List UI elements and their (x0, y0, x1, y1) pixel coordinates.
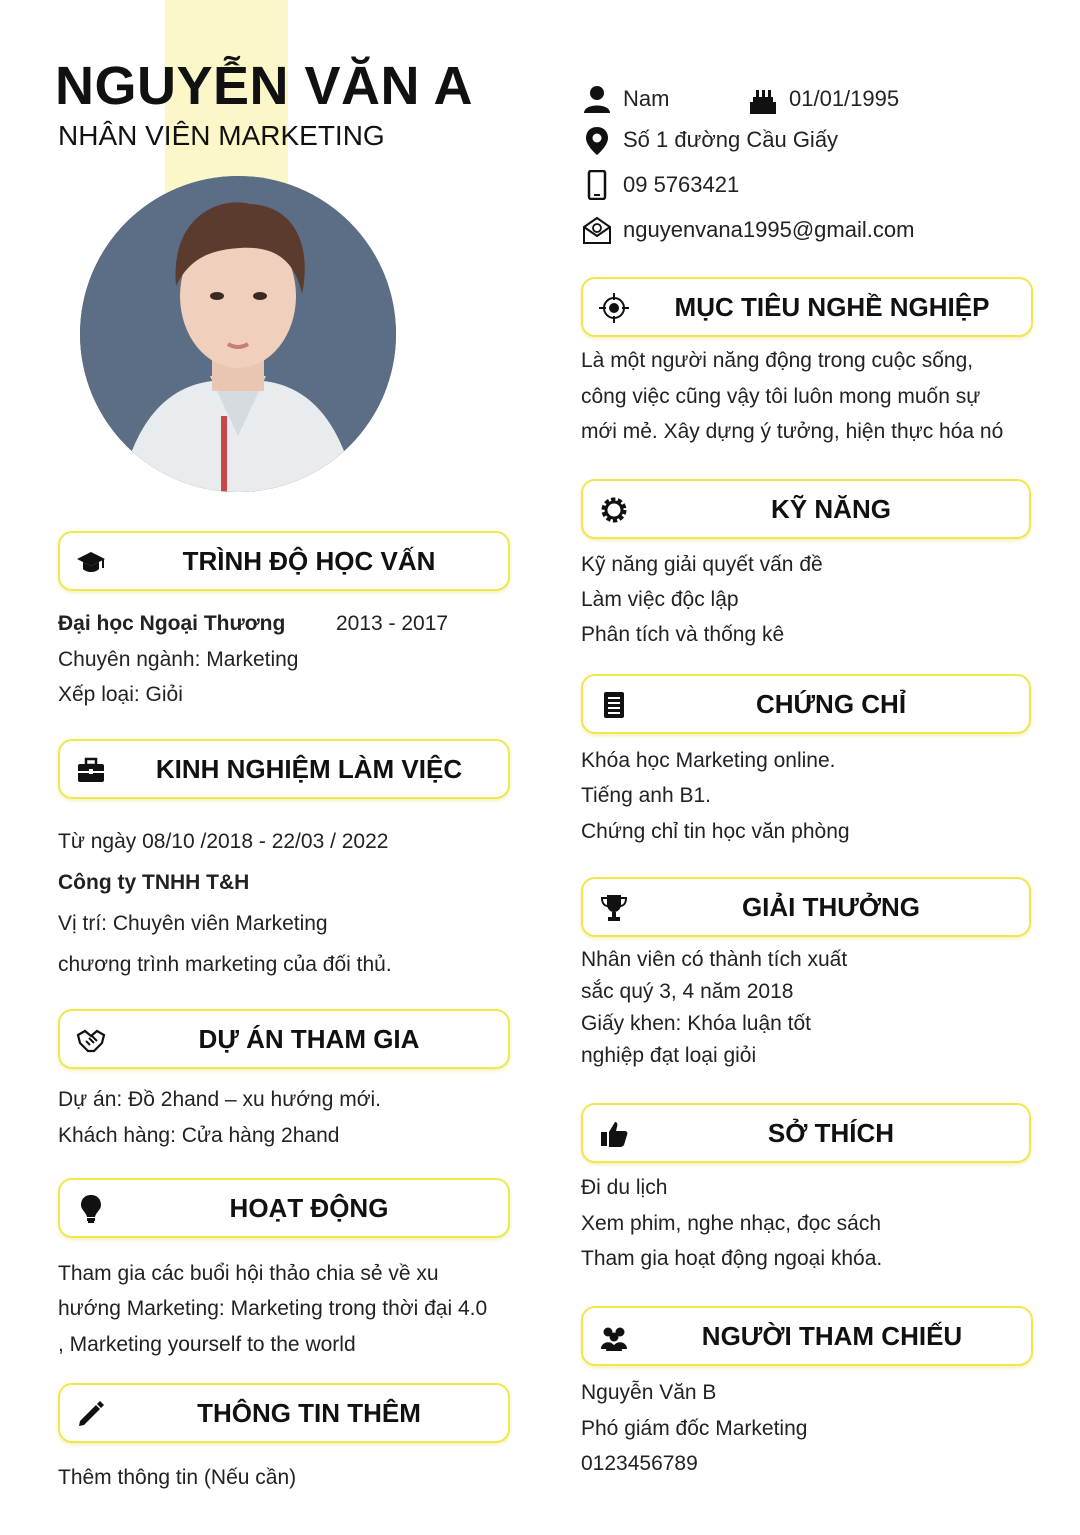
skill-line-1: Kỹ năng giải quyết vấn đề (581, 553, 823, 576)
section-title-objective: MỤC TIÊU NGHỀ NGHIỆP (674, 291, 990, 322)
contact-birthday: 01/01/1995 (789, 86, 900, 111)
experience-position: Vị trí: Chuyên viên Marketing (58, 912, 328, 935)
certificate-line-3: Chứng chỉ tin học văn phòng (581, 820, 850, 843)
extra-text: Thêm thông tin (Nếu cần) (58, 1466, 297, 1489)
activities-line-3: , Marketing yourself to the world (58, 1333, 356, 1356)
education-years: 2013 - 2017 (336, 612, 449, 635)
certificate-line-2: Tiếng anh B1. (581, 784, 711, 807)
briefcase-icon (76, 755, 106, 785)
section-header-experience (58, 739, 510, 799)
contact-gender: Nam (623, 86, 670, 111)
section-header-objective (581, 277, 1033, 337)
objective-line-3: mới mẻ. Xây dựng ý tưởng, hiện thực hóa nó (581, 420, 1004, 443)
section-header-extra (58, 1383, 510, 1443)
contact-phone: 09 5763421 (623, 172, 740, 197)
pencil-icon (76, 1399, 106, 1429)
lightbulb-icon (76, 1194, 106, 1224)
section-header-activities (58, 1178, 510, 1238)
mobile-phone-icon (582, 170, 612, 200)
cake-icon (748, 86, 778, 116)
project-line-1: Dự án: Đồ 2hand – xu hướng mới. (58, 1088, 381, 1111)
reference-phone: 0123456789 (581, 1452, 698, 1475)
email-icon (582, 215, 612, 245)
section-header-references (581, 1306, 1033, 1366)
project-line-2: Khách hàng: Cửa hàng 2hand (58, 1124, 340, 1147)
location-pin-icon (582, 126, 612, 156)
section-title-projects: DỰ ÁN THAM GIA (198, 1023, 420, 1054)
experience-company: Công ty TNHH T&H (58, 871, 250, 894)
award-line-3: Giấy khen: Khóa luận tốt (581, 1012, 811, 1035)
section-header-skills (581, 479, 1031, 539)
section-title-experience: KINH NGHIỆM LÀM VIỆC (155, 753, 463, 784)
person-icon (582, 84, 612, 114)
graduation-cap-icon (76, 547, 106, 577)
education-rank: Xếp loại: Giỏi (58, 683, 183, 706)
skill-line-2: Làm việc độc lập (581, 588, 739, 611)
section-header-projects (58, 1009, 510, 1069)
reference-position: Phó giám đốc Marketing (581, 1417, 808, 1440)
award-line-2: sắc quý 3, 4 năm 2018 (581, 980, 794, 1003)
activities-line-2: hướng Marketing: Marketing trong thời đại 4.0 (58, 1297, 488, 1320)
section-title-awards: GIẢI THƯỞNG (741, 891, 921, 922)
gear-icon (599, 495, 629, 525)
skill-line-3: Phân tích và thống kê (581, 623, 785, 646)
section-header-certificates (581, 674, 1031, 734)
hobby-line-1: Đi du lịch (581, 1176, 668, 1199)
section-title-hobbies: SỞ THÍCH (767, 1117, 895, 1148)
section-header-education (58, 531, 510, 591)
document-icon (599, 690, 629, 720)
objective-line-2: công việc cũng vậy tôi luôn mong muốn sự (581, 385, 981, 408)
section-title-certificates: CHỨNG CHỈ (755, 688, 907, 719)
award-line-1: Nhân viên có thành tích xuất (581, 948, 848, 971)
objective-line-1: Là một người năng động trong cuộc sống, (581, 349, 974, 372)
candidate-title: NHÂN VIÊN MARKETING (58, 120, 385, 151)
section-title-skills: KỸ NĂNG (771, 493, 891, 524)
contact-address: Số 1 đường Cầu Giấy (623, 127, 839, 152)
reference-name: Nguyễn Văn B (581, 1381, 717, 1404)
section-title-extra: THÔNG TIN THÊM (197, 1397, 421, 1428)
trophy-icon (599, 893, 629, 923)
experience-description: chương trình marketing của đối thủ. (58, 953, 392, 976)
education-major: Chuyên ngành: Marketing (58, 648, 299, 671)
section-title-references: NGƯỜI THAM CHIẾU (701, 1320, 963, 1351)
section-header-hobbies (581, 1103, 1031, 1163)
education-school: Đại học Ngoại Thương (58, 612, 286, 635)
candidate-name: NGUYỄN VĂN A (55, 56, 474, 116)
activities-line-1: Tham gia các buổi hội thảo chia sẻ về xu (58, 1262, 439, 1285)
handshake-icon (76, 1025, 106, 1055)
section-header-awards (581, 877, 1031, 937)
profile-photo (80, 176, 396, 492)
target-icon (599, 293, 629, 323)
hobby-line-3: Tham gia hoạt động ngoại khóa. (581, 1247, 883, 1270)
certificate-line-1: Khóa học Marketing online. (581, 749, 836, 772)
hobby-line-2: Xem phim, nghe nhạc, đọc sách (581, 1212, 882, 1235)
section-title-activities: HOẠT ĐỘNG (229, 1192, 389, 1223)
contact-email: nguyenvana1995@gmail.com (623, 217, 915, 242)
thumbs-up-icon (599, 1119, 629, 1149)
experience-period: Từ ngày 08/10 /2018 - 22/03 / 2022 (58, 830, 389, 853)
award-line-4: nghiệp đạt loại giỏi (581, 1044, 757, 1067)
people-icon (599, 1322, 629, 1352)
section-title-education: TRÌNH ĐỘ HỌC VẤN (182, 545, 436, 576)
